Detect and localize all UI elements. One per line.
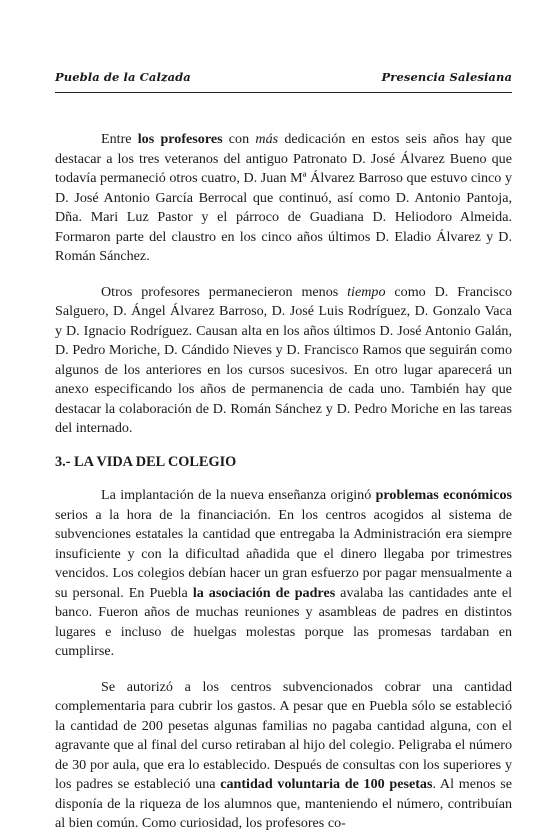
text-run: Otros profesores permanecieron menos (101, 283, 348, 300)
paragraph-profesores (55, 130, 512, 267)
section-heading: 3.- LA VIDA DEL COLEGIO (55, 453, 237, 470)
text-run: serios a la hora de la financiación. En los centros acogidos al sistema de subvenciones estatales la cantidad que entregaba la Administración era siempre insuficiente y con la dificultad añadida que el dinero llegaba por trimestres vencidos. Los colegios debían hacer un gran esfuerzo por pagar mensualmente a su personal. En Puebla (55, 506, 512, 601)
text-run: como D. Francisco Salguero, D. Ángel Álvarez Barroso, D. José Luis Rodríguez, D. Gonzalo Vaca y D. Ignacio Rodríguez. Causan alta en los años últimos D. José Antonio Galán, D. Pedro Moriche, D. Cándido Nieves y D. Francisco Ramos que seguirán como algunos de los anteriores en los cursos sucesivos. En otro lugar aparecerá un anexo especificando los años de permanencia de cada uno. También hay que destacar la colaboración de D. Román Sánchez y D. Pedro Moriche en las tareas del internado. (55, 283, 512, 436)
text-run: . Al menos se disponía de la riqueza de los alumnos que, manteniendo el número, contribuían al bien común. Como curiosidad, los profesores co- (55, 776, 512, 831)
italic-run: tiempo (347, 283, 386, 300)
paragraph-cantidad (55, 678, 512, 834)
italic-run: más (255, 131, 279, 147)
header-rule (55, 92, 512, 93)
header-left: Puebla de la Calzada (55, 70, 191, 84)
text-run: Se autorizó a los centros subvencionados cobrar una cantidad complementaria para cubrir los gastos. A pesar que en Puebla sólo se estableció la cantidad de 200 pesetas algunas familias no pagaba cantidad alguna, con el agravante que al final del curso retiraban al hijo del colegio. Peligraba el número de 30 por aula, que era lo establecido. Después de consultas con los superiores y los padres se estableció una (55, 678, 512, 792)
bold-run: cantidad voluntaria de 100 pesetas (220, 776, 433, 792)
bold-run: problemas económicos (375, 487, 512, 503)
header-right: Presencia Salesiana (381, 70, 512, 84)
text-run: con (222, 131, 256, 147)
text-run: La implantación de la nueva enseñanza originó (101, 487, 376, 503)
page-body (55, 130, 512, 834)
running-header (55, 70, 512, 84)
text-run: dedicación en estos seis años hay que destacar a los tres veteranos del antiguo Patronato D. José Álvarez Bueno que todavía permaneció otros cuatro, D. Juan Mª Álvarez Barroso que estuvo cinco y D. José Antonio García Berrocal que continuó, así como D. Antonio Pantoja, Dña. Mari Luz Pastor y el párroco de Guadiana D. Heliodoro Almeida. Formaron parte del claustro en los cinco años últimos D. Eladio Álvarez y D. Román Sánchez. (55, 131, 512, 264)
paragraph-otros-profesores (55, 283, 512, 439)
bold-run: la asociación de padres (192, 584, 336, 601)
bold-run: los profesores (137, 131, 223, 147)
text-run: Entre (101, 131, 138, 147)
paragraph-problemas (55, 486, 512, 662)
text-run: avalaba las cantidades ante el banco. Fueron años de muchas reuniones y asambleas de padres en distintos lugares e incluso de huelgas molestas porque las promesas tardaban en cumplirse. (55, 584, 512, 659)
